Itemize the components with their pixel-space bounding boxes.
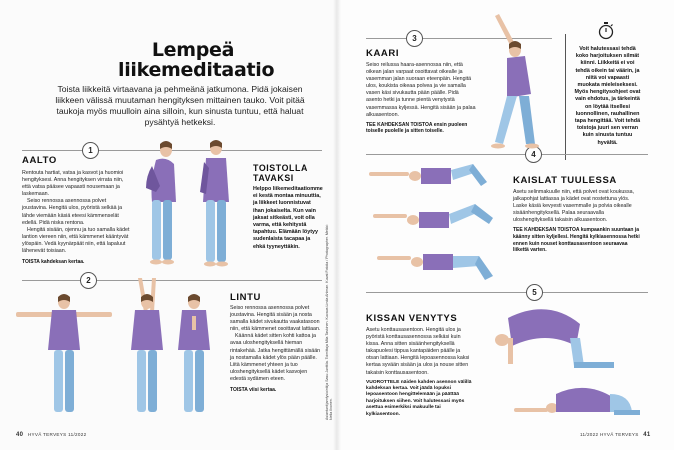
page-number-right: 41 <box>643 432 651 438</box>
tip-box <box>565 34 647 160</box>
exercise-heading-kaislat: KAISLAT TUULESSA <box>513 175 617 186</box>
figure-kaislat-supine-2 <box>373 204 493 228</box>
figure-lintu-hands-heart <box>178 294 210 412</box>
exercise-text-lintu <box>230 305 322 394</box>
exercise-tip: TEE KAHDEKSAN TOISTOA kumpaankin suuntaan ja käänny sitten kyljellesi. Hengitä kylkiasennossa hetki ennen kuin nouset konttausasentoon seuraavaa liikettä varten. <box>513 227 640 254</box>
exercise-text-kissan <box>366 327 474 418</box>
section-divider-4 <box>366 154 648 155</box>
exercise-text-kaislat <box>513 189 641 254</box>
step-number-3: 3 <box>406 30 423 47</box>
figure-kaislat-side <box>377 254 493 280</box>
magazine-name-right: 11/2022 HYVÄ TERVEYS <box>580 432 639 437</box>
step-number-2: 2 <box>80 272 97 289</box>
figure-kaari <box>485 14 555 154</box>
exercise-text-kaari <box>366 62 476 135</box>
exercise-paragraph: Käännä kädet sitten kohti kattoa ja avaa uloshengityksellä hieman rintakehää. Jatka hengittämällä sisään ja nostamalla kädet ylös pään päälle. Liitä kämmenet yhteen ja tuo uloshengityksellä kädet kasvojen edestä sydämen eteen. <box>230 333 321 382</box>
step-number-5: 5 <box>526 284 543 301</box>
page-gutter <box>333 0 341 450</box>
footer-right <box>580 432 650 438</box>
tip-box-text: Voit halutessasi tehdä koko harjoituksen silmät kiinni. Liikkeitä ei voi tehdä oikein tai väärin, ja niitä voi vapaasti muokata mieleiseksesi. Myös hengitysohjeet ovat vain ehdotus, ja tärkeintä on löytää itsellesi luonnollinen, rauhallinen tapa hengittää. Voit tehdä toistoja juuri sen verran kuin sinusta tuntuu hyvältä. <box>574 46 641 146</box>
exercise-heading-kaari: KAARI <box>366 48 400 59</box>
exercise-tip: TOISTA viisi kertaa. <box>230 387 277 394</box>
figure-aalto-straight <box>200 140 229 267</box>
figure-aalto-rounded <box>146 141 176 265</box>
exercise-tip: VUOROTTELE näiden kahden asennon välillä kahdeksan kertaa. Voit jäädä lopuksi lepoasentoon hengittelemään ja päättää harjoituksen siihen. Voit halutessasi myös asettua esimerkiksi makuulle tai kylkiasentoon. <box>366 379 472 417</box>
exercise-text-aalto <box>22 170 130 266</box>
exercise-heading-lintu: LINTU <box>230 292 261 303</box>
figure-cat-pose <box>495 309 614 368</box>
exercise-tip: TEE KAHDEKSAN TOISTOA ensin puoleen toiselle puolelle ja sitten toiselle. <box>366 121 468 135</box>
sidebar-heading: TOISTOLLA TAVAKSI <box>253 163 308 183</box>
sidebar-text: Helppo liikemeditaatiomme ei kestä montaa minuuttia, ja liikkeet luonnistuvat ihan jokaiselta. Kun vain jaksat sitkeästi, voit olla varma, että kehitystä tapahtuu. Elämään löytyy sudenlaista tacapaa ja ehkä tyyneyttäkin. <box>253 186 323 250</box>
exercise-paragraph: Asetu konttausasentoon. Hengitä ulos ja pyöristä konttausasennossa selkäsi kuin kissa. Anna sitten sisäänhengityksellä takapuolesi tippua kantapäiden päälle ja otsan lattiaan. Hengitä lepoasennossa kaksi kertaa syvään sisään ja ulos ja nouse sitten takaisin konttausasentoon. <box>366 327 470 376</box>
exercise-paragraph: Seiso rennossa asennossa polvet joustavina. Hengitä ulos, pyöristä selkää ja lähde viemään käsiä eteesi kämmenselät edellä. Pidä niska rentona. <box>22 198 123 226</box>
exercise-heading-aalto: AALTO <box>22 155 57 166</box>
page-number-left: 40 <box>16 432 24 438</box>
exercise-paragraph: Seiso rennossa asennossa polvet joustavina. Hengitä sisään ja nosta samalla kädet sivukautta vaakatasoon niin, että kämmenet osoittavat lattiaan. <box>230 305 321 333</box>
step-number-1: 1 <box>82 142 99 159</box>
figure-aalto <box>130 138 250 273</box>
figure-kaislat <box>363 158 511 298</box>
article-title: Lempeä liikemeditaatio <box>118 39 275 81</box>
article-intro: Toista liikkeitä virtaavana ja pehmeänä jatkumona. Pidä jokaisen liikkeen välissä muutaman hengityksen mittainen tauko. Voit pitää taukoja myös muulloin aina silloin, kun sinusta tuntuu, että haluat pysähtyä hetkeksi. <box>55 84 305 127</box>
magazine-name-left: HYVÄ TERVEYS 11/2022 <box>27 432 87 437</box>
figure-child-pose <box>514 388 640 415</box>
figure-kissan-venytys <box>490 298 650 428</box>
figure-kaislat-supine-1 <box>369 164 487 186</box>
figure-lintu-arms-out <box>16 294 112 412</box>
exercise-paragraph: Seiso reilussa haara-asennossa niin, että oikean jalan varpaat osoittavat oikealle ja vasemman jalan suoraan eteenpäin. Hengitä ulos, koukista oikeaa polvea ja vie samalla vasen käsi sivukautta pään päälle. Pidä asento hetki ja tunne pientä venytystä vasemmassa kyljessä. Hengitä sisään ja palaa alkuasentoon. <box>366 62 476 118</box>
figure-lintu <box>14 272 224 422</box>
exercise-tip: TOISTA kahdeksan kertaa. <box>22 259 85 266</box>
figure-lintu-arms-up <box>131 278 163 412</box>
exercise-paragraph: Rentouta hartiat, vatsa ja kasvot ja huomioi hengityksesi. Anna hengityksen virrata niin, että vatsa pääsee vapaasti nousemaan ja laskemaan. <box>22 170 124 198</box>
exercise-paragraph: Hengitä sisään, ojennu ja tuo samalla kädet lantion viereen niin, että kämmenet kääntyvät ylöspäin. Vedä kyynärpäät niin, että lapaluut lähenevät toisiaan. <box>22 226 130 255</box>
photo-credit: Asiantuntijamfysiointiija Sasu Junttila. Toimittaja Mila Taskinen. Kuvaus Linda Ahlman. Kuvat Fotolia / Photographer. Meikki: Nella Ilvonen. <box>325 223 333 420</box>
exercise-paragraph: Asetu selinmakuulle niin, että polvet ovat koukussa, jalkapohjat lattiassa ja kädet ovat nostettuna ylös. Laske käsiä kevyesti vasemmalle ja polvia oikealle sisäänhengityksellä. Palaa seuraavalla uloshengityksellä takaisin alkuasentoon. <box>513 189 635 224</box>
exercise-heading-kissan: KISSAN VENYTYS <box>366 313 458 324</box>
footer-left <box>16 432 86 438</box>
step-number-4: 4 <box>525 146 542 163</box>
